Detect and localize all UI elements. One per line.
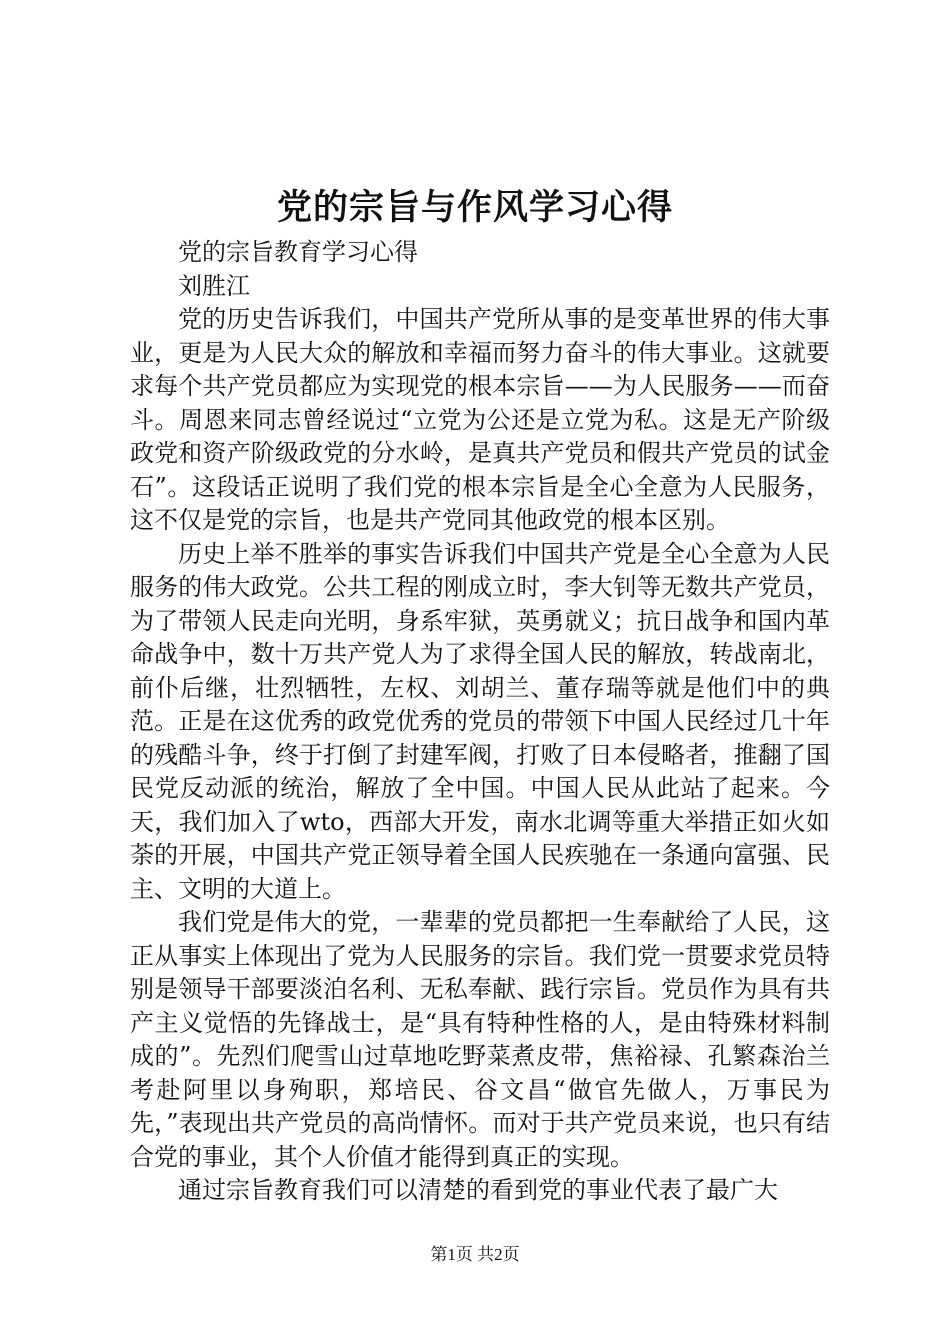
subtitle: 党的宗旨教育学习心得 bbox=[178, 238, 418, 266]
author-name: 刘胜江 bbox=[178, 271, 250, 300]
document-body bbox=[130, 236, 830, 1208]
paragraph: 党的历史告诉我们，中国共产党所从事的是变革世界的伟大事业，更是为人民大众的解放和幸福而努力奋斗的伟大事业。这就要求每个共产党员都应为实现党的根本宗旨——为人民服务——而奋斗。周恩来同志曾经说过“立党为公还是立党为私。这是无产阶级政党和资产阶级政党的分水岭，是真共产党员和假共产党员的试金石”。这段话正说明了我们党的根本宗旨是全心全意为人民服务，这不仅是党的宗旨，也是共产党同其他政党的根本区别。 bbox=[130, 305, 830, 534]
page-indicator: 第1页 共2页 bbox=[430, 1245, 520, 1264]
paragraph: 历史上举不胜举的事实告诉我们中国共产党是全心全意为人民服务的伟大政党。公共工程的刚成立时，李大钊等无数共产党员，为了带领人民走向光明，身系牢狱，英勇就义；抗日战争和国内革命战争中，数十万共产党人为了求得全国人民的解放，转战南北，前仆后继，壮烈牺牲，左权、刘胡兰、董存瑞等就是他们中的典范。正是在这优秀的政党优秀的党员的带领下中国人民经过几十年的残酷斗争，终于打倒了封建军阀，打败了日本侵略者，推翻了国民党反动派的统治，解放了全中国。中国人民从此站了起来。今天，我们加入了wto，西部大开发，南水北调等重大举措正如火如荼的开展，中国共产党正领导着全国人民疾驰在一条通向富强、民主、文明的大道上。 bbox=[130, 539, 830, 903]
paragraph: 我们党是伟大的党，一辈辈的党员都把一生奉献给了人民，这正从事实上体现出了党为人民服务的宗旨。我们党一贯要求党员特别是领导干部要淡泊名利、无私奉献、践行宗旨。党员作为具有共产主义觉悟的先锋战士，是“具有特种性格的人，是由特殊材料制成的”。先烈们爬雪山过草地吃野菜煮皮带，焦裕禄、孔繁森治兰考赴阿里以身殉职，郑培民、谷文昌“做官先做人，万事民为先，”表现出共产党员的高尚情怀。而对于共产党员来说，也只有结合党的事业，其个人价值才能得到真正的实现。 bbox=[130, 908, 830, 1171]
paragraph: 通过宗旨教育我们可以清楚的看到党的事业代表了最广大 bbox=[178, 1176, 778, 1204]
document-title: 党的宗旨与作风学习心得 bbox=[276, 187, 673, 228]
